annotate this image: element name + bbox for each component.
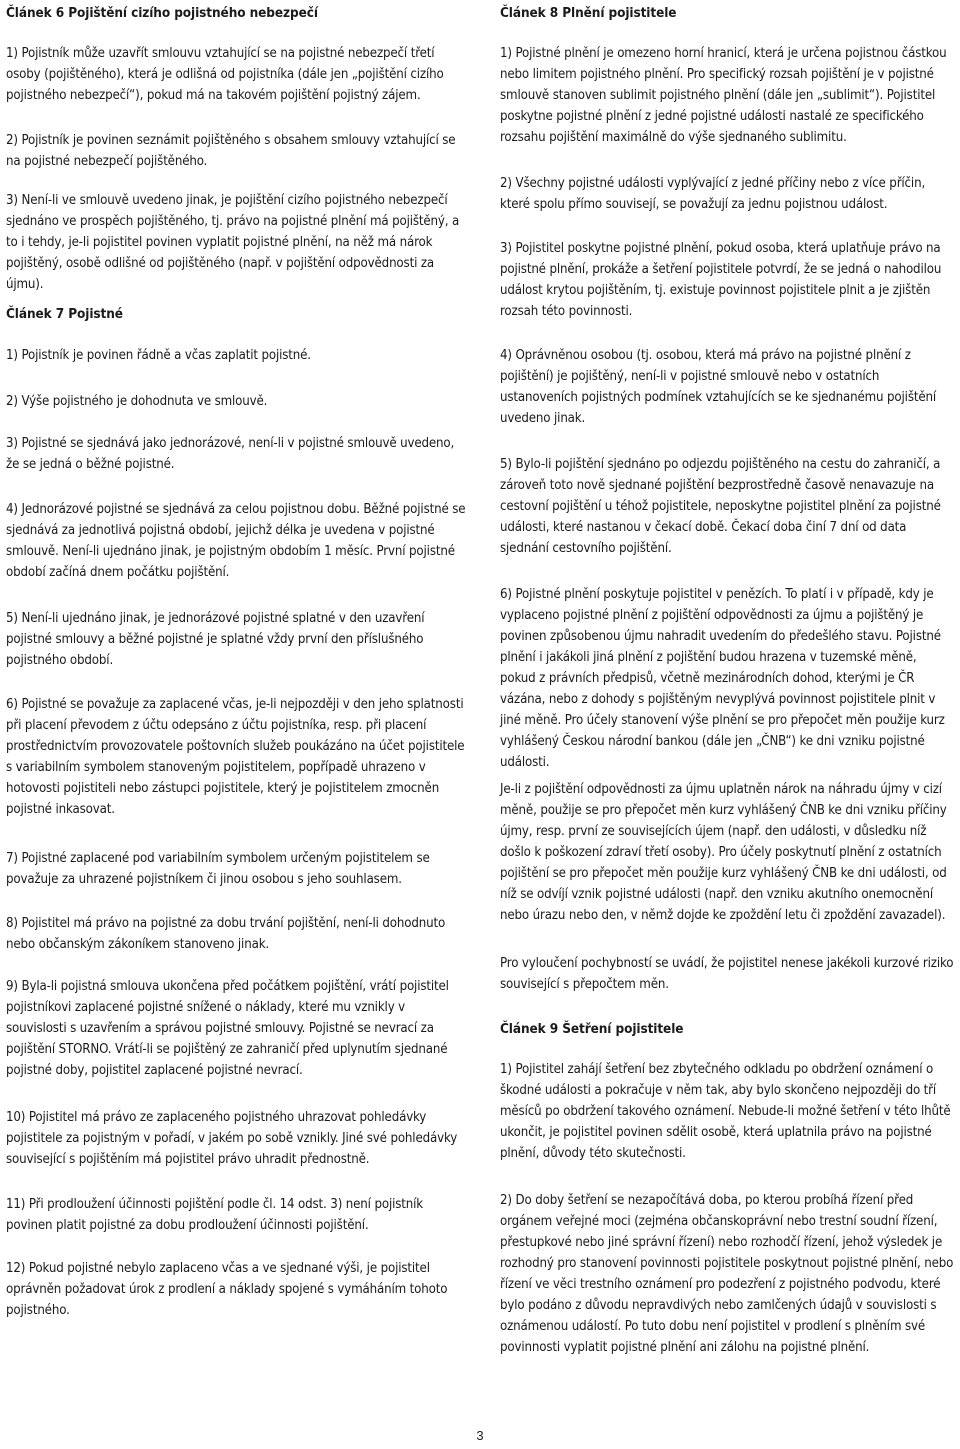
article-8-paragraph-8: Pro vyloučení pochybností se uvádí, že pojistitel nenese jakékoli kurzové riziko související s přepočtem měn. (500, 956, 954, 992)
article-7-paragraph-4: 4) Jednorázové pojistné se sjednává za celou pojistnou dobu. Běžné pojistné se sjednává za jednotlivá pojistná období, jejichž délka je uvedena v pojistné smlouvě. Není-li ujednáno jinak, je pojistným obdobím 1 měsíc. První pojistné období začíná dnem počátku pojištění. (6, 502, 466, 580)
article-9-paragraph-2: 2) Do doby šetření se nezapočítává doba, po kterou probíhá řízení před orgánem veřejné moci (zejména občanskoprávní nebo trestní soudní řízení, přestupkové nebo jiné správní řízení) nebo rozhodčí řízení, jehož výsledek je rozhodný pro stanovení povinnosti pojistitele poskytnout pojistné plnění, nebo řízení ve věci trestního oznámení pro podezření z pojistného podvodu, které bylo podáno z důvodu nepravdivých nebo zamlčených údajů v souvislosti s oznámenou událostí. Po tuto dobu není pojistitel v prodlení s plněním své povinnosti vyplatit pojistné plnění ani zálohu na pojistné plnění. (500, 1193, 954, 1355)
article-8-paragraph-4: 4) Oprávněnou osobou (tj. osobou, která má právo na pojistné plnění z pojištění) je pojištěný, není-li v pojistné smlouvě nebo v ostatních ustanoveních pojistných podmínek vztahujících se ke sjednanému pojištění uvedeno jinak. (500, 348, 937, 426)
article-6-paragraph-2: 2) Pojistník je povinen seznámit pojištěného s obsahem smlouvy vztahující se na pojistné nebezpečí pojištěného. (6, 133, 456, 169)
article-8-paragraph-5: 5) Bylo-li pojištění sjednáno po odjezdu pojištěného na cestu do zahraničí, a zároveň toto nově sjednané pojištění bezprostředně časově nenavazuje na cestovní pojištění u téhož pojistitele, neposkytne pojistitel plnění za pojistné události, které nastanou v čekací době. Čekací doba činí 7 dní od data sjednání cestovního pojištění. (500, 457, 941, 556)
article-8-paragraph-7: Je-li z pojištění odpovědnosti za újmu uplatněn nárok na náhradu újmy v cizí měně, použije se pro přepočet měn kurz vyhlášený ČNB ke dni vzniku příčiny újmy, resp. první ze souvisejících újem (např. den události, v důsledku níž došlo k poškození zdraví třetí osoby). Pro účely poskytnutí plnění z ostatních pojištění se pro přepočet měn použije kurz vyhlášený ČNB ke dni události, od níž se odvíjí vznik pojistné události (např. den vzniku akutního onemocnění nebo úrazu nebo den, v němž dojde ke zpoždění letu či zpoždění zavazadel). (500, 782, 947, 923)
article-8-paragraph-2: 2) Všechny pojistné události vyplývající z jedné příčiny nebo z více příčin, které spolu přímo souvisejí, se považují za jednu pojistnou událost. (500, 176, 926, 212)
article-7-paragraph-11: 11) Při prodloužení účinnosti pojištění podle čl. 14 odst. 3) není pojistník povinen platit pojistné za dobu prodloužení účinnosti pojištění. (6, 1197, 424, 1233)
article-6-heading: Článek 6 Pojištění cizího pojistného nebezpečí (6, 5, 318, 21)
article-8-paragraph-6: 6) Pojistné plnění poskytuje pojistitel v penězích. To platí i v případě, kdy je vyplaceno pojistné plnění z pojištění odpovědnosti za újmu a pojištěný je povinen způsobenou újmu nahradit uvedením do předešlého stavu. Pojistné plnění i jakákoli jiná plnění z pojištění budou hrazena v tuzemské měně, pokud z právních předpisů, včetně mezinárodních dohod, kterými je ČR vázána, nebo z dohody s pojištěným nevyplývá povinnost pojistitele plnit v jiné měně. Pro účely stanovení výše plnění se pro přepočet měn použije kurz vyhlášený Českou národní bankou (dále jen „ČNB“) ke dni vzniku pojistné události. (500, 587, 945, 770)
article-7-paragraph-1: 1) Pojistník je povinen řádně a včas zaplatit pojistné. (6, 348, 311, 363)
article-6-paragraph-3: 3) Není-li ve smlouvě uvedeno jinak, je pojištění cizího pojistného nebezpečí sjednáno ve prospěch pojištěného, tj. právo na pojistné plnění má pojištěný, a to i tehdy, je-li pojistitel povinen vyplatit pojistné plnění, na něž má nárok pojištěný, osobě odlišné od pojištěného (např. v pojištění odpovědnosti za újmu). (6, 193, 460, 292)
article-8-paragraph-3: 3) Pojistitel poskytne pojistné plnění, pokud osoba, která uplatňuje právo na pojistné plnění, prokáže a šetření pojistitele potvrdí, že se jedná o nahodilou událost krytou pojištěním, tj. existuje povinnost pojistitele plnit a je zjištěn rozsah této povinnosti. (500, 241, 942, 319)
article-7-paragraph-2: 2) Výše pojistného je dohodnuta ve smlouvě. (6, 394, 268, 409)
article-7-paragraph-12: 12) Pokud pojistné nebylo zaplaceno včas a ve sjednané výši, je pojistitel oprávněn požadovat úrok z prodlení a náklady spojené s vymáháním tohoto pojistného. (6, 1261, 448, 1318)
article-7-paragraph-3: 3) Pojistné se sjednává jako jednorázové, není-li v pojistné smlouvě uvedeno, že se jedná o běžné pojistné. (6, 436, 455, 472)
article-9-heading: Článek 9 Šetření pojistitele (500, 1021, 684, 1037)
article-6-paragraph-1: 1) Pojistník může uzavřít smlouvu vztahující se na pojistné nebezpečí třetí osoby (pojištěného), která je odlišná od pojistníka (dále jen „pojištění cizího pojistného nebezpečí“), pokud má na takovém pojištění pojistný zájem. (6, 46, 444, 103)
article-7-heading: Článek 7 Pojistné (6, 306, 123, 322)
article-7-paragraph-5: 5) Není-li ujednáno jinak, je jednorázové pojistné splatné v den uzavření pojistné smlouvy a běžné pojistné je splatné vždy první den příslušného pojistného období. (6, 611, 425, 668)
page-number: 3 (476, 1428, 484, 1443)
article-7-paragraph-10: 10) Pojistitel má právo ze zaplaceného pojistného uhrazovat pohledávky pojistitele za pojistným v pořadí, v jakém po sobě vznikly. Jiné své pohledávky související s pojištěním má pojistitel právo uhradit přednostně. (6, 1110, 458, 1167)
article-7-paragraph-9: 9) Byla-li pojistná smlouva ukončena před počátkem pojištění, vrátí pojistitel pojistníkovi zaplacené pojistné snížené o náklady, které mu vznikly v souvislosti s uzavřením a správou pojistné smlouvy. Pojistné se nevrací za pojištění STORNO. Vrátí-li se pojištěný ze zahraničí před uplynutím sjednané pojistné doby, pojistitel zaplacené pojistné nevrací. (6, 979, 449, 1078)
article-7-paragraph-8: 8) Pojistitel má právo na pojistné za dobu trvání pojištění, není-li dohodnuto nebo občanským zákoníkem stanoveno jinak. (6, 916, 446, 952)
article-7-paragraph-7: 7) Pojistné zaplacené pod variabilním symbolem určeným pojistitelem se považuje za uhrazené pojistníkem či jinou osobou s jeho souhlasem. (6, 851, 430, 887)
article-8-heading: Článek 8 Plnění pojistitele (500, 5, 677, 21)
article-7-paragraph-6: 6) Pojistné se považuje za zaplacené včas, je-li nejpozději v den jeho splatnosti při placení převodem z účtu odepsáno z účtu pojistníka, resp. při placení prostřednictvím provozovatele poštovních služeb poukázáno na účet pojistitele s variabilním symbolem stanoveným pojistitelem, popřípadě uhrazeno v hotovosti pojistiteli nebo zástupci pojistitele, který je pojistitelem zmocněn pojistné inkasovat. (6, 697, 465, 817)
article-9-paragraph-1: 1) Pojistitel zahájí šetření bez zbytečného odkladu po obdržení oznámení o škodné události a pokračuje v něm tak, aby bylo skončeno nejpozději do tří měsíců po obdržení takového oznámení. Nebude-li možné šetření v této lhůtě ukončit, je pojistitel povinen sdělit osobě, která uplatnila právo na pojistné plnění, důvody této skutečnosti. (500, 1062, 951, 1161)
article-8-paragraph-1: 1) Pojistné plnění je omezeno horní hranicí, která je určena pojistnou částkou nebo limitem pojistného plnění. Pro specifický rozsah pojištění je v pojistné smlouvě stanoven sublimit pojistného plnění (dále jen „sublimit“). Pojistitel poskytne pojistné plnění z jedné pojistné události nastalé ze specifického rozsahu pojištění maximálně do výše sjednaného sublimitu. (500, 46, 947, 145)
